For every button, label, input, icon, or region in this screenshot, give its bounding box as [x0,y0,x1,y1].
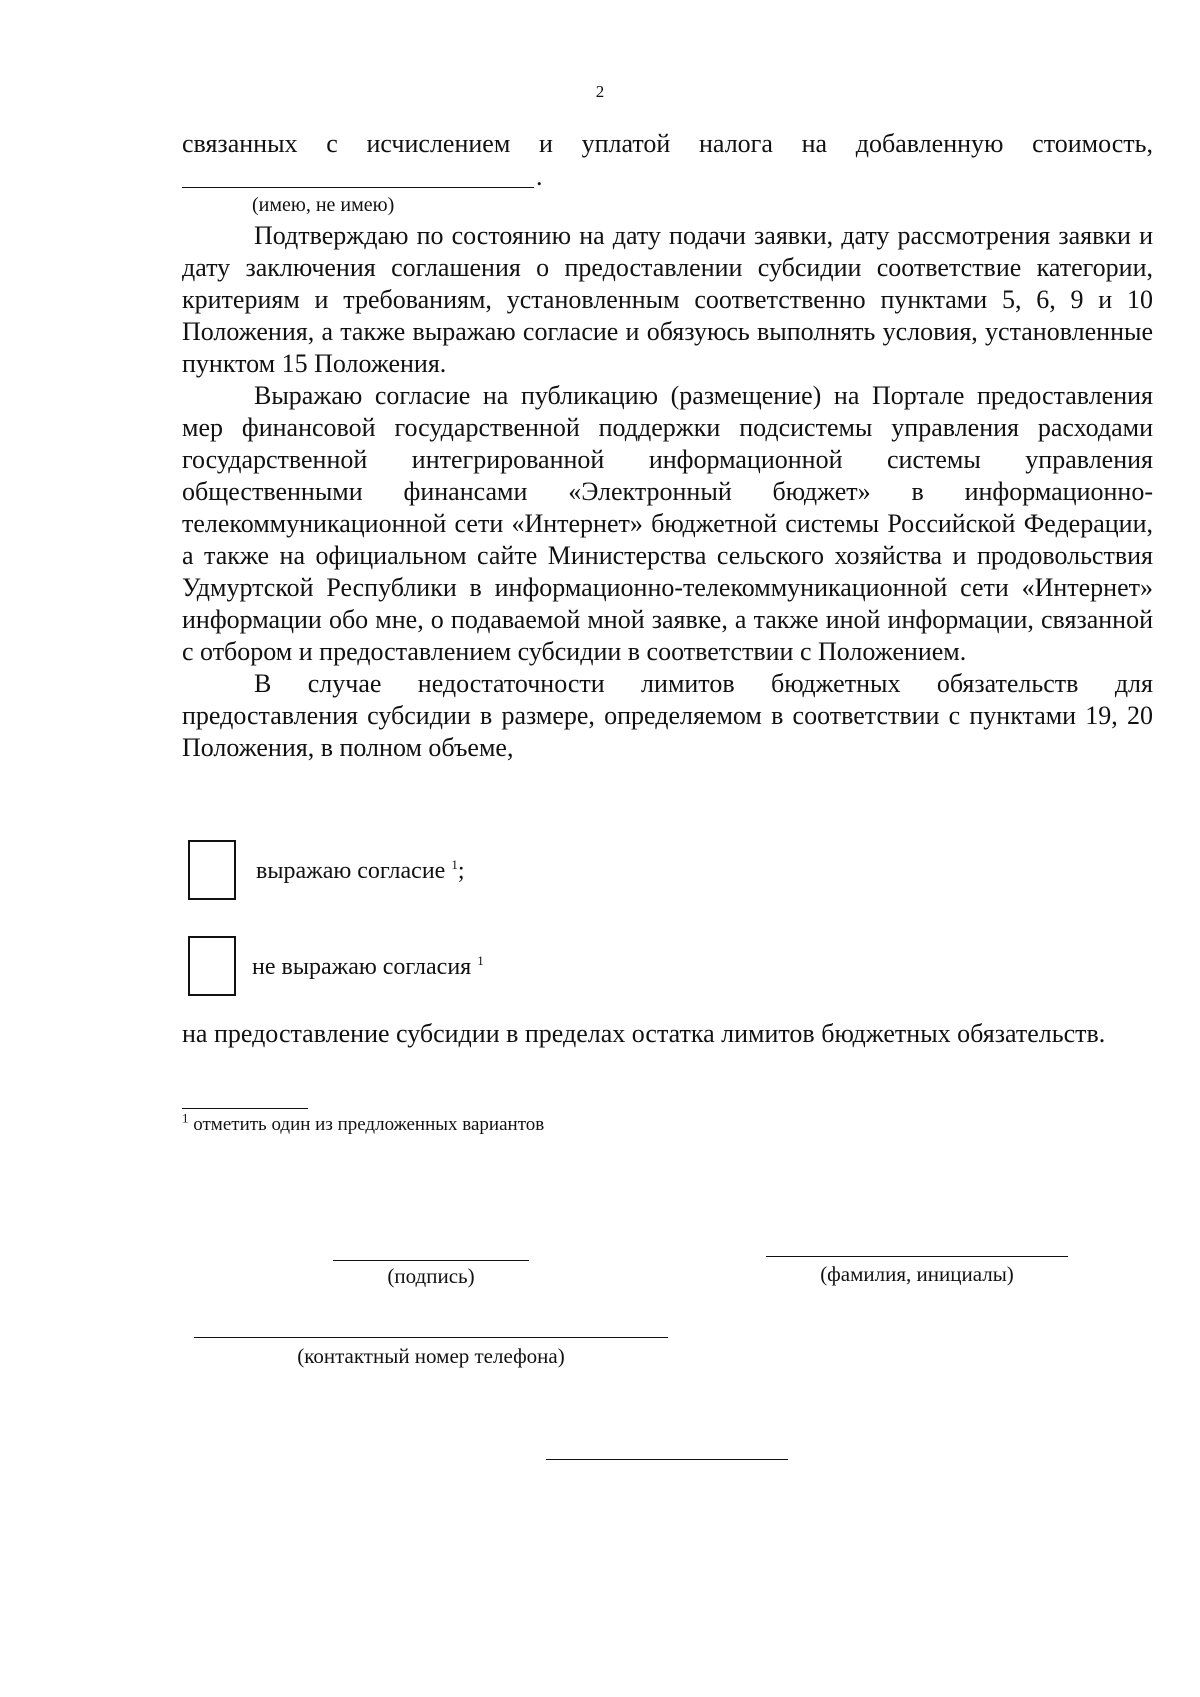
disagree-option-label [252,954,484,981]
after-options-paragraph: на предоставление субсидии в пределах остатка лимитов бюджетных обязательств. [182,1019,1106,1048]
closing-separator [546,1459,788,1460]
continuation-text: связанных с исчислением и уплатой налога на добавленную стоимость, [182,129,1153,158]
phone-caption: (контактный номер телефона) [297,1344,565,1368]
agree-option-label [256,858,465,885]
disagree-checkbox[interactable] [188,936,236,996]
limits-paragraph: В случае недостаточности лимитов бюджетных обязательств для предоставления субсидии в размере, определяемом в соответствии с пунктами 19, 20 Положения, в полном объеме, [182,669,1153,762]
name-blank[interactable] [766,1256,1068,1257]
main-paragraphs [182,220,1153,764]
phone-blank[interactable] [194,1337,668,1338]
agree-checkbox[interactable] [188,840,236,900]
vat-blank-period: . [536,162,543,191]
page-number: 2 [595,82,605,101]
disagree-label-text: не выражаю согласия [252,954,472,980]
footnote-mark: 1 [182,1110,189,1126]
footnote [182,1110,545,1136]
vat-status-blank[interactable] [182,187,534,188]
publication-consent-paragraph: Выражаю согласие на публикацию (размещение) на Портале предоставления мер финансовой государственной поддержки подсистемы управления расходами государственной интегрированной информационной системы управления общественными финансами «Электронный бюджет» в информационно-телекоммуникационной сети «Интернет» бюджетной системы Российской Федерации, а также на официальном сайте Министерства сельского хозяйства и продовольствия Удмуртской Республики в информационно-телекоммуникационной сети «Интернет» информации обо мне, о подаваемой мной заявке, а также иной информации, связанной с отбором и предоставлением субсидии в соответствии с Положением. [182,381,1153,666]
disagree-footnote-mark: 1 [477,953,484,968]
agree-label-text: выражаю согласие [256,858,446,884]
signature-caption: (подпись) [387,1264,475,1288]
vat-status-hint: (имею, не имею) [252,194,395,216]
agree-footnote-mark: 1 [451,857,458,872]
footnote-separator [182,1108,308,1109]
continuation-line [182,128,1153,160]
footnote-text: отметить один из предложенных вариантов [193,1114,545,1135]
signature-blank[interactable] [333,1260,529,1261]
name-caption: (фамилия, инициалы) [820,1262,1014,1286]
agree-suffix: ; [457,858,465,884]
after-options-text [182,1018,1153,1050]
confirmation-paragraph: Подтверждаю по состоянию на дату подачи заявки, дату рассмотрения заявки и дату заключения соглашения о предоставлении субсидии соответствие категории, критериям и требованиям, установленным соответственно пунктами 5, 6, 9 и 10 Положения, а также выражаю согласие и обязуюсь выполнять условия, установленные пунктом 15 Положения. [182,221,1153,378]
